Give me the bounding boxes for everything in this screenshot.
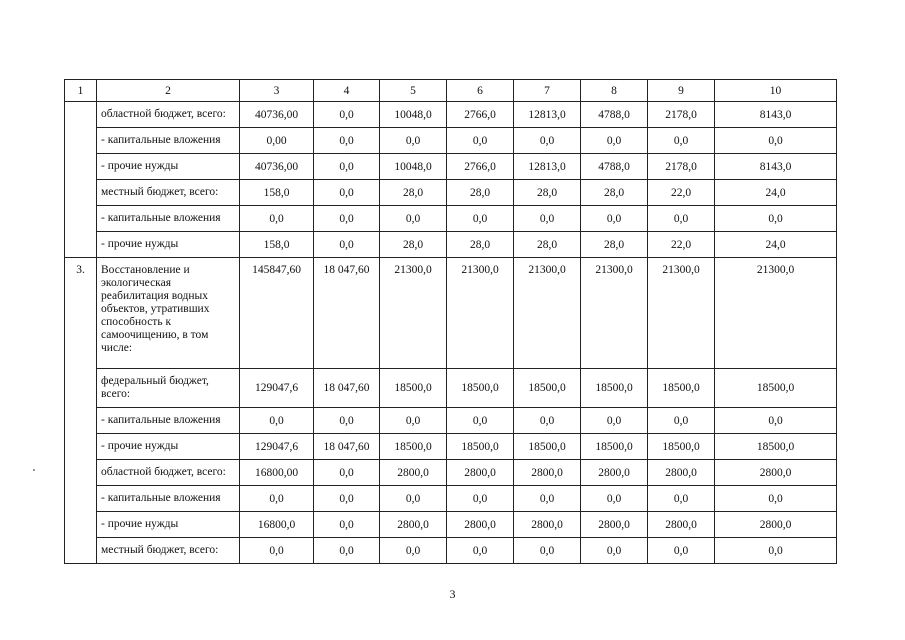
- table-row: [65, 128, 837, 154]
- value-cell: 4788,0: [581, 102, 648, 128]
- value-cell: 2800,0: [447, 512, 514, 538]
- value-cell: 0,0: [314, 486, 380, 512]
- value-cell: 0,0: [447, 128, 514, 154]
- value-cell: 0,0: [314, 154, 380, 180]
- value-cell: 0,0: [514, 206, 581, 232]
- column-header: 10: [715, 80, 837, 102]
- value-cell: 0,0: [514, 408, 581, 434]
- table-row: [65, 486, 837, 512]
- value-cell: 0,0: [314, 128, 380, 154]
- table-row: [65, 408, 837, 434]
- row-label: - прочие нужды: [97, 512, 240, 538]
- value-cell: 2800,0: [648, 512, 715, 538]
- value-cell: 28,0: [447, 232, 514, 258]
- table-row: [65, 154, 837, 180]
- value-cell: 28,0: [380, 232, 447, 258]
- value-cell: 2766,0: [447, 154, 514, 180]
- value-cell: 28,0: [514, 232, 581, 258]
- value-cell: 28,0: [581, 232, 648, 258]
- value-cell: 129047,6: [240, 434, 314, 460]
- value-cell: 0,0: [581, 128, 648, 154]
- value-cell: 18500,0: [648, 369, 715, 408]
- value-cell: 0,0: [514, 128, 581, 154]
- value-cell: 18500,0: [715, 369, 837, 408]
- value-cell: 18 047,60: [314, 369, 380, 408]
- value-cell: 0,0: [314, 206, 380, 232]
- value-cell: 18500,0: [447, 369, 514, 408]
- value-cell: 22,0: [648, 232, 715, 258]
- value-cell: 10048,0: [380, 102, 447, 128]
- row-label: федеральный бюджет, всего:: [97, 369, 240, 408]
- value-cell: 2800,0: [581, 512, 648, 538]
- value-cell: 40736,00: [240, 154, 314, 180]
- table-row: [65, 180, 837, 206]
- value-cell: 18500,0: [715, 434, 837, 460]
- value-cell: 24,0: [715, 180, 837, 206]
- value-cell: 0,0: [240, 538, 314, 564]
- value-cell: 0,0: [314, 180, 380, 206]
- value-cell: 18 047,60: [314, 258, 380, 369]
- column-header: 5: [380, 80, 447, 102]
- value-cell: 0,0: [240, 408, 314, 434]
- value-cell: 0,00: [240, 128, 314, 154]
- value-cell: 40736,00: [240, 102, 314, 128]
- value-cell: 8143,0: [715, 154, 837, 180]
- value-cell: 18500,0: [514, 369, 581, 408]
- column-header: 3: [240, 80, 314, 102]
- header-row: [65, 80, 837, 102]
- table-row: [65, 538, 837, 564]
- row-label: - прочие нужды: [97, 154, 240, 180]
- column-header: 6: [447, 80, 514, 102]
- value-cell: 8143,0: [715, 102, 837, 128]
- value-cell: 158,0: [240, 232, 314, 258]
- value-cell: 0,0: [380, 486, 447, 512]
- value-cell: 0,0: [648, 408, 715, 434]
- value-cell: 0,0: [314, 232, 380, 258]
- value-cell: 12813,0: [514, 102, 581, 128]
- value-cell: 0,0: [514, 486, 581, 512]
- value-cell: 12813,0: [514, 154, 581, 180]
- value-cell: 18500,0: [581, 434, 648, 460]
- column-header: 2: [97, 80, 240, 102]
- value-cell: 28,0: [447, 180, 514, 206]
- row-label: местный бюджет, всего:: [97, 180, 240, 206]
- value-cell: 2766,0: [447, 102, 514, 128]
- row-label: - капитальные вложения: [97, 486, 240, 512]
- value-cell: 0,0: [314, 538, 380, 564]
- value-cell: 2178,0: [648, 154, 715, 180]
- value-cell: 0,0: [715, 538, 837, 564]
- value-cell: 0,0: [514, 538, 581, 564]
- value-cell: 18500,0: [514, 434, 581, 460]
- value-cell: 145847,60: [240, 258, 314, 369]
- row-label: местный бюджет, всего:: [97, 538, 240, 564]
- row-label: - прочие нужды: [97, 434, 240, 460]
- value-cell: 0,0: [314, 512, 380, 538]
- value-cell: 22,0: [648, 180, 715, 206]
- value-cell: 18500,0: [648, 434, 715, 460]
- value-cell: 18500,0: [380, 369, 447, 408]
- value-cell: 2178,0: [648, 102, 715, 128]
- value-cell: 2800,0: [715, 512, 837, 538]
- value-cell: 0,0: [581, 538, 648, 564]
- value-cell: 18 047,60: [314, 434, 380, 460]
- value-cell: 0,0: [447, 206, 514, 232]
- page-number: 3: [449, 587, 456, 601]
- value-cell: 16800,00: [240, 460, 314, 486]
- value-cell: 0,0: [648, 128, 715, 154]
- budget-table: [64, 79, 837, 564]
- value-cell: 18500,0: [380, 434, 447, 460]
- value-cell: 28,0: [380, 180, 447, 206]
- value-cell: 21300,0: [648, 258, 715, 369]
- value-cell: 10048,0: [380, 154, 447, 180]
- value-cell: 2800,0: [380, 460, 447, 486]
- value-cell: 0,0: [447, 486, 514, 512]
- value-cell: 0,0: [380, 128, 447, 154]
- table-row: [65, 512, 837, 538]
- value-cell: 2800,0: [715, 460, 837, 486]
- value-cell: 158,0: [240, 180, 314, 206]
- value-cell: 18500,0: [581, 369, 648, 408]
- table-row: [65, 460, 837, 486]
- value-cell: 0,0: [314, 408, 380, 434]
- value-cell: 0,0: [581, 206, 648, 232]
- value-cell: 4788,0: [581, 154, 648, 180]
- column-header: 7: [514, 80, 581, 102]
- value-cell: 129047,6: [240, 369, 314, 408]
- value-cell: 28,0: [514, 180, 581, 206]
- scan-speck: [33, 469, 35, 471]
- value-cell: 0,0: [380, 206, 447, 232]
- value-cell: 28,0: [581, 180, 648, 206]
- value-cell: 21300,0: [380, 258, 447, 369]
- row-label: - капитальные вложения: [97, 128, 240, 154]
- value-cell: 18500,0: [447, 434, 514, 460]
- table-row: [65, 258, 837, 369]
- row-label: - капитальные вложения: [97, 408, 240, 434]
- value-cell: 2800,0: [581, 460, 648, 486]
- value-cell: 0,0: [380, 408, 447, 434]
- value-cell: 2800,0: [447, 460, 514, 486]
- row-label: областной бюджет, всего:: [97, 102, 240, 128]
- table-row: [65, 232, 837, 258]
- value-cell: 2800,0: [380, 512, 447, 538]
- column-header: 9: [648, 80, 715, 102]
- table-row: [65, 102, 837, 128]
- column-header: 8: [581, 80, 648, 102]
- value-cell: 21300,0: [514, 258, 581, 369]
- value-cell: 0,0: [715, 408, 837, 434]
- value-cell: 21300,0: [715, 258, 837, 369]
- value-cell: 0,0: [581, 486, 648, 512]
- value-cell: 0,0: [715, 486, 837, 512]
- value-cell: 21300,0: [581, 258, 648, 369]
- value-cell: 0,0: [648, 486, 715, 512]
- value-cell: 16800,0: [240, 512, 314, 538]
- value-cell: 0,0: [240, 206, 314, 232]
- row-label: областной бюджет, всего:: [97, 460, 240, 486]
- value-cell: 21300,0: [447, 258, 514, 369]
- column-header: 1: [65, 80, 97, 102]
- value-cell: 24,0: [715, 232, 837, 258]
- value-cell: 0,0: [314, 102, 380, 128]
- row-label: Восстановление и экологическая реабилитация водных объектов, утративших способность к самоочищению, в том числе:: [97, 258, 240, 369]
- value-cell: 0,0: [447, 538, 514, 564]
- row-label: - прочие нужды: [97, 232, 240, 258]
- row-label: - капитальные вложения: [97, 206, 240, 232]
- value-cell: 0,0: [648, 206, 715, 232]
- value-cell: 2800,0: [514, 460, 581, 486]
- row-index-cell: 3.: [65, 258, 97, 564]
- value-cell: 0,0: [314, 460, 380, 486]
- table-row: [65, 434, 837, 460]
- value-cell: 2800,0: [514, 512, 581, 538]
- row-index-cell: [65, 102, 97, 258]
- value-cell: 0,0: [581, 408, 648, 434]
- value-cell: 0,0: [715, 128, 837, 154]
- column-header: 4: [314, 80, 380, 102]
- value-cell: 2800,0: [648, 460, 715, 486]
- table-row: [65, 369, 837, 408]
- value-cell: 0,0: [715, 206, 837, 232]
- table-row: [65, 206, 837, 232]
- value-cell: 0,0: [447, 408, 514, 434]
- value-cell: 0,0: [240, 486, 314, 512]
- value-cell: 0,0: [648, 538, 715, 564]
- value-cell: 0,0: [380, 538, 447, 564]
